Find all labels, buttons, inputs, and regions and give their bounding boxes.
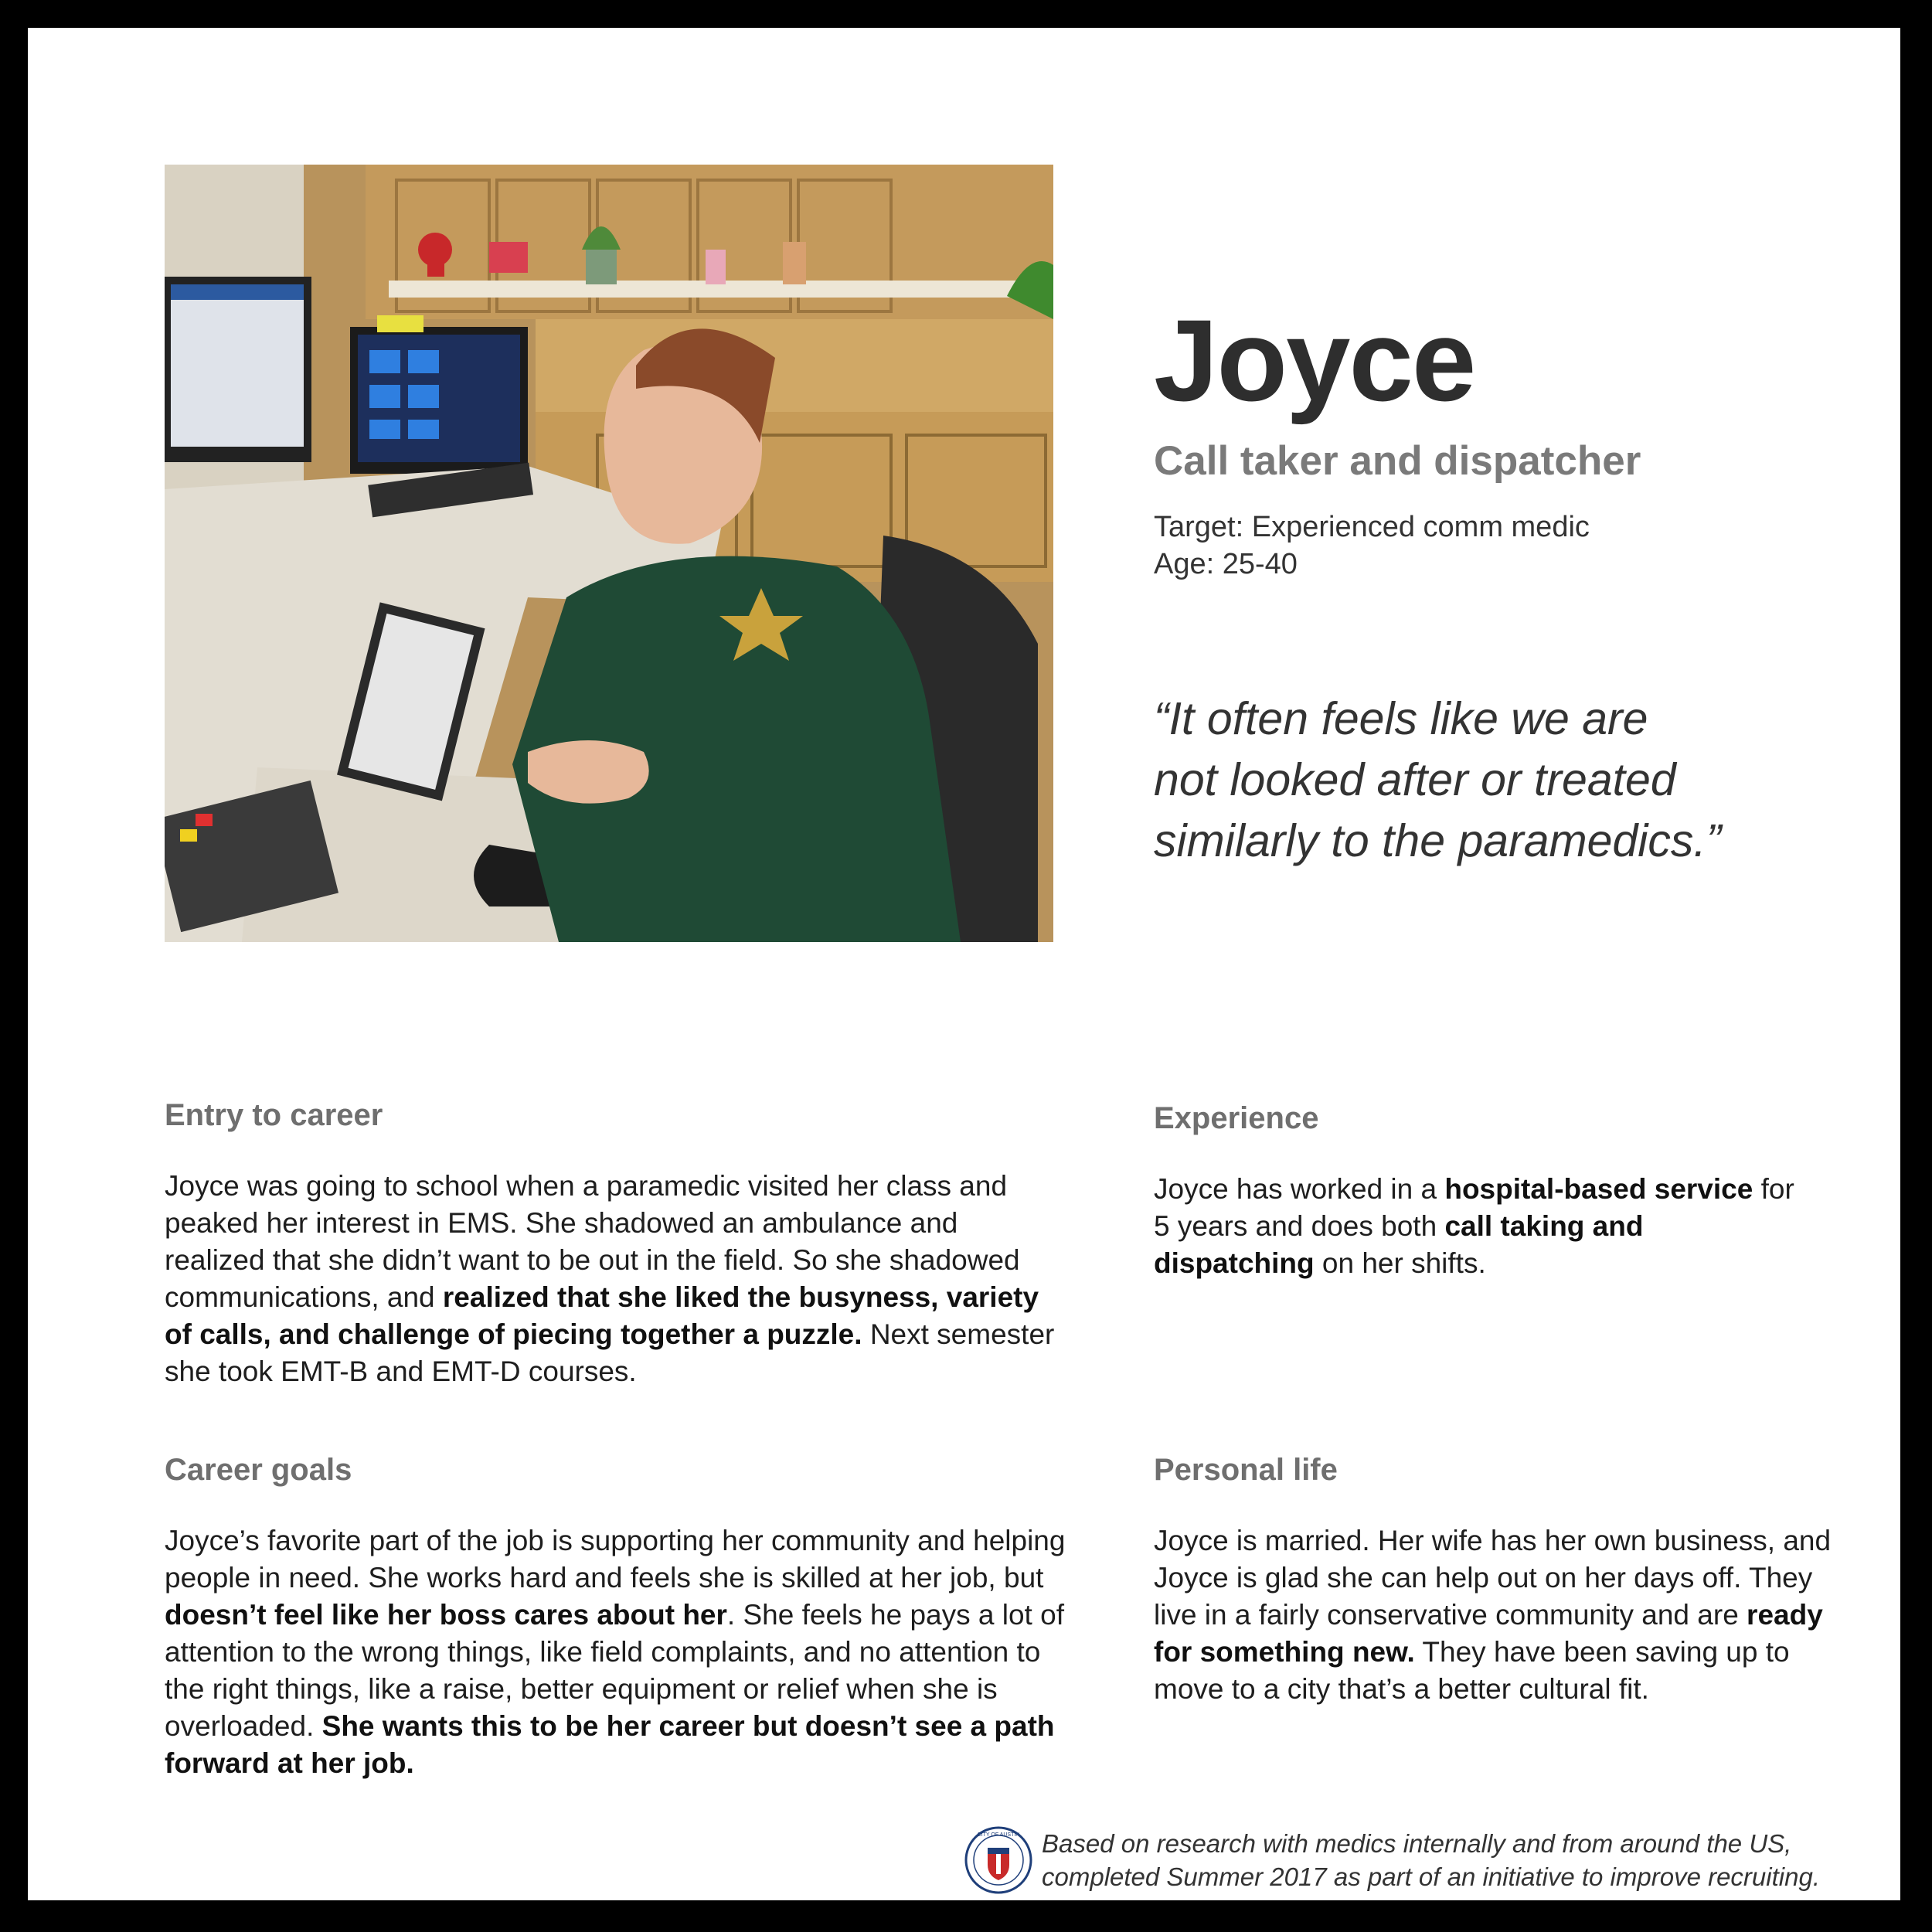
section-personal-life [1154,1451,1849,1708]
persona-target: Target: Experienced comm medic [1154,511,1590,543]
persona-role: Call taker and dispatcher [1154,438,1641,484]
section-title: Entry to career [165,1098,383,1132]
persona-age: Age: 25-40 [1154,548,1298,580]
section-career-goals [165,1451,1073,1782]
svg-text:CITY OF AUSTIN: CITY OF AUSTIN [977,1832,1020,1838]
persona-quote [1154,689,1849,872]
quote-line: “It often feels like we are [1154,693,1648,744]
persona-meta [1154,509,1590,583]
section-title: Experience [1154,1101,1319,1135]
footer-line: Based on research with medics internally and from around the US, [1042,1829,1792,1858]
persona-name: Joyce [1154,295,1475,425]
footer-note [1042,1827,1820,1893]
persona-page [28,28,1900,1900]
quote-line: similarly to the paramedics.” [1154,815,1722,866]
section-entry-to-career [165,1097,1061,1390]
section-title: Career goals [165,1453,352,1487]
city-of-austin-seal-icon [964,1826,1032,1894]
section-body: Joyce was going to school when a paramedic visited her class and peaked her interest in EMS. She shadowed an ambulance and realized that she didn’t want to be out in the field. So she shadowed communications, and realized that she liked the busyness, variety of calls, and challenge of piecing together a puzzle. Next semester she took EMT-B and EMT-D courses. [165,1170,1055,1387]
footer-line: completed Summer 2017 as part of an initiative to improve recruiting. [1042,1862,1820,1891]
persona-photo [165,165,1053,942]
section-title: Personal life [1154,1453,1338,1487]
quote-line: not looked after or treated [1154,754,1676,805]
section-body: Joyce’s favorite part of the job is supporting her community and helping people in need. She works hard and feels she is skilled at her job, but doesn’t feel like her boss cares about her. She feels he pays a lot of attention to the wrong things, like field complaints, and no attention to the right things, like a raise, better equipment or relief when she is overloaded. She wants this to be her career but doesn’t see a path forward at her job. [165,1525,1066,1779]
footer [964,1826,1820,1894]
section-body: Joyce is married. Her wife has her own business, and Joyce is glad she can help out on her days off. They live in a fairly conservative community and are ready for something new. They have been saving up to move to a city that’s a better cultural fit. [1154,1525,1832,1705]
section-experience [1154,1100,1811,1282]
section-body: Joyce has worked in a hospital-based service for 5 years and does both call taking and dispatching on her shifts. [1154,1173,1794,1279]
